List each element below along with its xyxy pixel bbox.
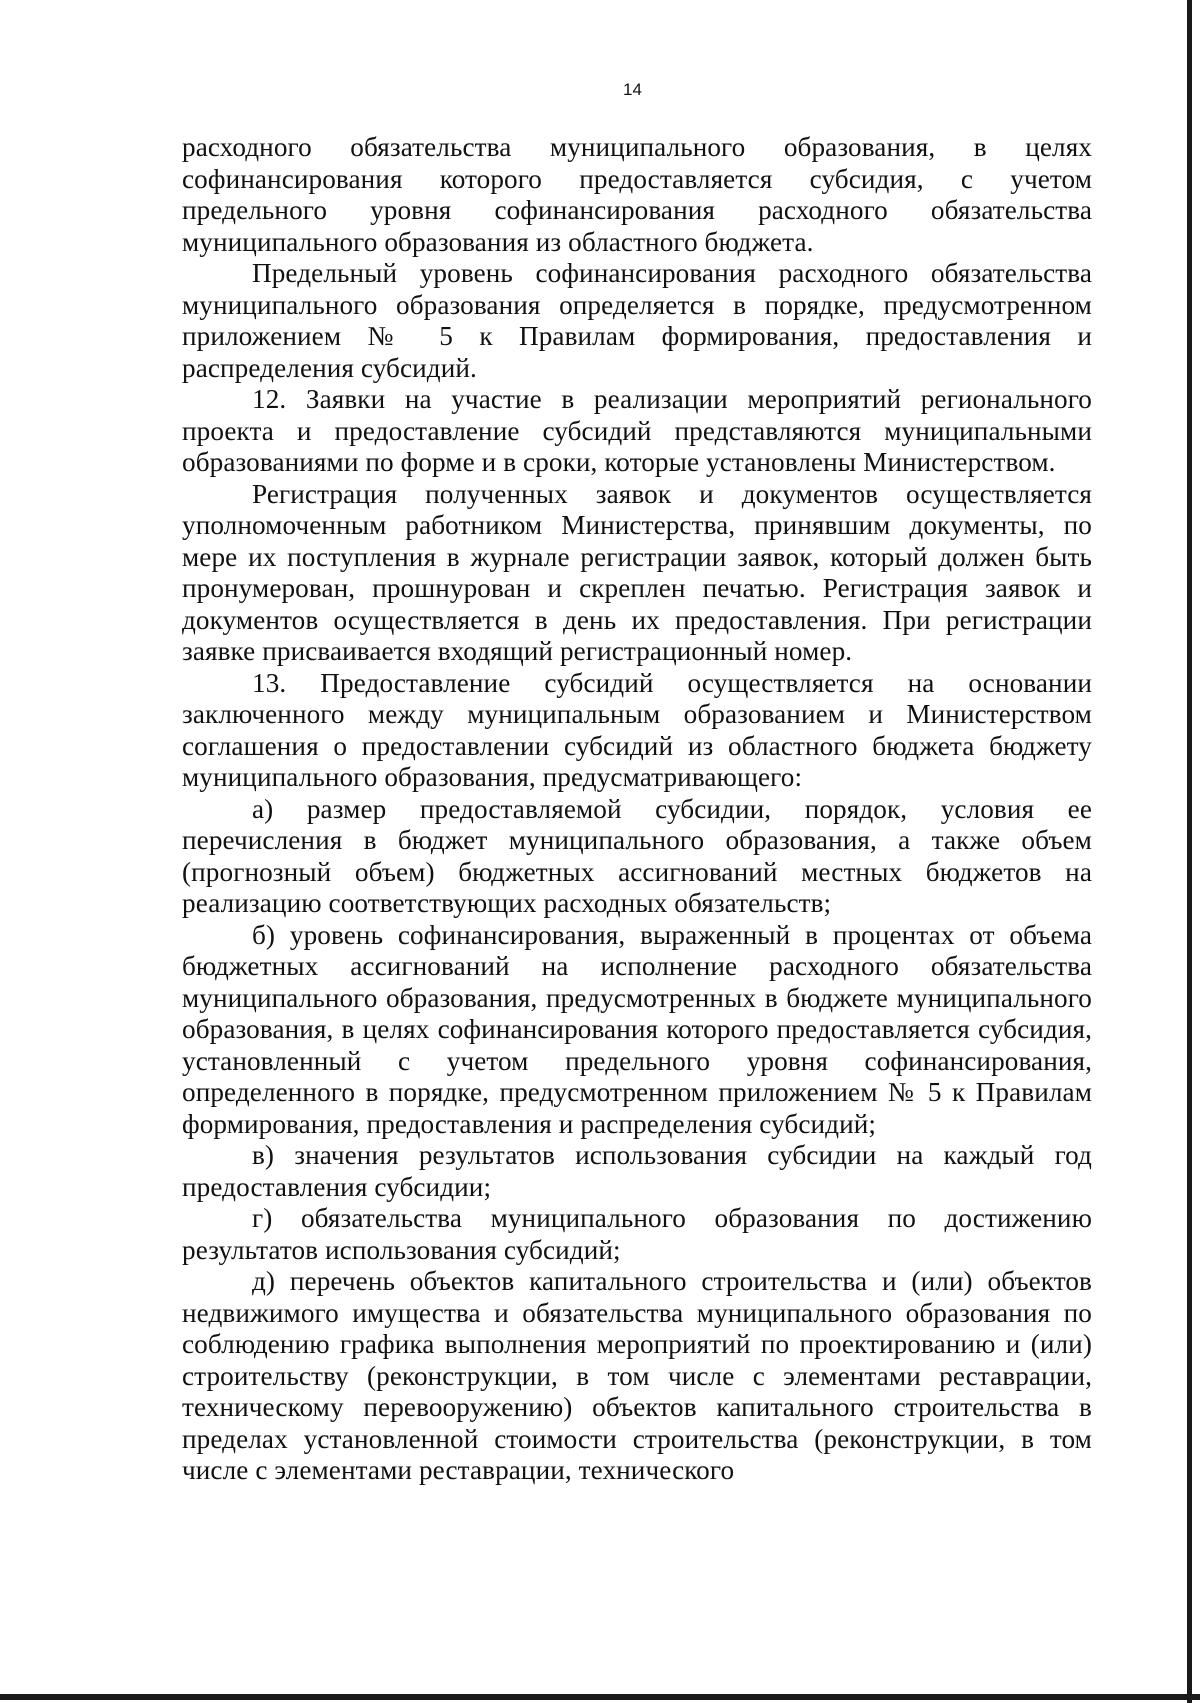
scan-bottom-edge (0, 1694, 1200, 1700)
page-number: 14 (623, 80, 642, 99)
paragraph-application-registration: Регистрация полученных заявок и документов осуществляется уполномоченным работником Министерства, принявшим документы, по мере их поступления в журнале регистрации заявок, который должен быть пронумерован, прошнурован и скреплен печатью. Регистрация заявок и документов осуществляется в день их предоставления. При регистрации заявке присваивается входящий регистрационный номер. (182, 478, 1092, 666)
paragraph-subitem-g: г) обязательства муниципального образования по достижению результатов использования субсидий; (182, 1203, 1092, 1265)
paragraph-cofinancing-limit: Предельный уровень софинансирования расходного обязательства муниципального образования определяется в порядке, предусмотренном приложением № 5 к Правилам формирования, предоставления и распределения субсидий. (182, 258, 1092, 383)
paragraph-subitem-b: б) уровень софинансирования, выраженный в процентах от объема бюджетных ассигнований на исполнение расходного обязательства муниципального образования, предусмотренных в бюджете муниципального образования, в целях софинансирования которого предоставляется субсидия, установленный с учетом предельного уровня софинансирования, определенного в порядке, предусмотренном приложением № 5 к Правилам формирования, предоставления и распределения субсидий; (182, 919, 1092, 1139)
paragraph-item-12-applications: 12. Заявки на участие в реализации мероприятий регионального проекта и предоставление субсидий представляются муниципальными образованиями по форме и в сроки, которые установлены Министерством. (182, 384, 1092, 477)
paragraph-subitem-d: д) перечень объектов капитального строительства и (или) объектов недвижимого имущества и обязательства муниципального образования по соблюдению графика выполнения мероприятий по проектированию и (или) строительству (реконструкции, в том числе с элементами реставрации, техническому перевооружению) объектов капитального строительства в пределах установленной стоимости строительства (реконструкции, в том числе с элементами реставрации, технического (182, 1266, 1092, 1485)
document-body (182, 132, 1092, 1487)
scan-right-edge (1187, 0, 1192, 1703)
paragraph-item-13-agreement: 13. Предоставление субсидий осуществляется на основании заключенного между муниципальным образованием и Министерством соглашения о предоставлении субсидий из областного бюджета бюджету муниципального образования, предусматривающего: (182, 667, 1092, 792)
paragraph-subitem-a: а) размер предоставляемой субсидии, порядок, условия ее перечисления в бюджет муниципального образования, а также объем (прогнозный объем) бюджетных ассигнований местных бюджетов на реализацию соответствующих расходных обязательств; (182, 793, 1092, 918)
paragraph-obligation-continuation: расходного обязательства муниципального образования, в целях софинансирования которого предоставляется субсидия, с учетом предельного уровня софинансирования расходного обязательства муниципального образования из областного бюджета. (182, 132, 1092, 257)
paragraph-subitem-v: в) значения результатов использования субсидии на каждый год предоставления субсидии; (182, 1140, 1092, 1202)
